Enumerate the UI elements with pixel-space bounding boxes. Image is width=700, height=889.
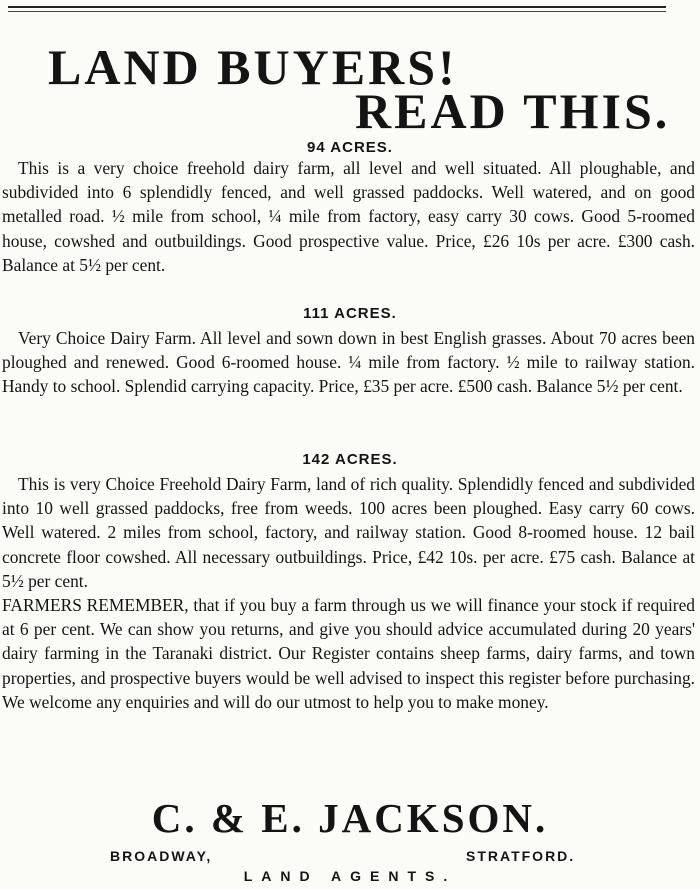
firm-street: BROADWAY, bbox=[110, 848, 213, 864]
listing-heading-142-acres: 142 ACRES. bbox=[302, 451, 398, 468]
listing-text-142-acres: This is very Choice Freehold Dairy Farm, land of rich quality. Splendidly fenced and subdivided into 10 well grassed paddocks, free from weeds. 100 acres been ploughed. Easy carry 60 cows. Well watered. 2 miles from school, factory, and railway station. Good 8-roomed house. 12 bail concrete floor cowshed. All necessary outbuildings. Price, £42 10s. per acre. £75 cash. Balance at 5½ per cent. bbox=[2, 474, 695, 591]
top-rule bbox=[8, 6, 666, 8]
headline-land-buyers: LAND BUYERS! bbox=[48, 39, 458, 95]
headline-read-this: READ THIS. bbox=[355, 83, 671, 139]
firm-name: C. & E. JACKSON. bbox=[151, 795, 549, 841]
firm-town: STRATFORD. bbox=[466, 848, 576, 864]
listing-heading-94-acres: 94 ACRES. bbox=[307, 139, 393, 156]
farmers-remember-paragraph: FARMERS REMEMBER, that if you buy a farm through us we will finance your stock if required at 6 per cent. We can show you returns, and give you should advice accumulated during 20 years' dairy farming in the Taranaki district. Our Register contains sheep farms, dairy farms, and town properties, and prospective buyers would be well advised to inspect this register before purchasing. We welcome any enquiries and will do our utmost to help you to make money. bbox=[2, 595, 695, 712]
listing-heading-111-acres: 111 ACRES. bbox=[303, 305, 397, 322]
firm-role: LAND AGENTS. bbox=[243, 868, 457, 884]
listing-text-94-acres: This is a very choice freehold dairy farm, all level and well situated. All ploughable, and subdivided into 6 splendidly fenced, and well grassed paddocks. Well watered, and on good metalled road. ½ mile from school, ¼ mile from factory, easy carry 30 cows. Good 5-roomed house, cowshed and outbuildings. Good prospective value. Price, £26 10s per acre. £300 cash. Balance at 5½ per cent. bbox=[2, 158, 695, 275]
top-rule-thin bbox=[8, 11, 666, 12]
listing-text-111-acres: Very Choice Dairy Farm. All level and sown down in best English grasses. About 70 acres been ploughed and renewed. Good 6-roomed house. ¼ mile from factory. ½ mile to railway station. Handy to school. Splendid carrying capacity. Price, £35 per acre. £500 cash. Balance 5½ per cent. bbox=[2, 328, 695, 397]
